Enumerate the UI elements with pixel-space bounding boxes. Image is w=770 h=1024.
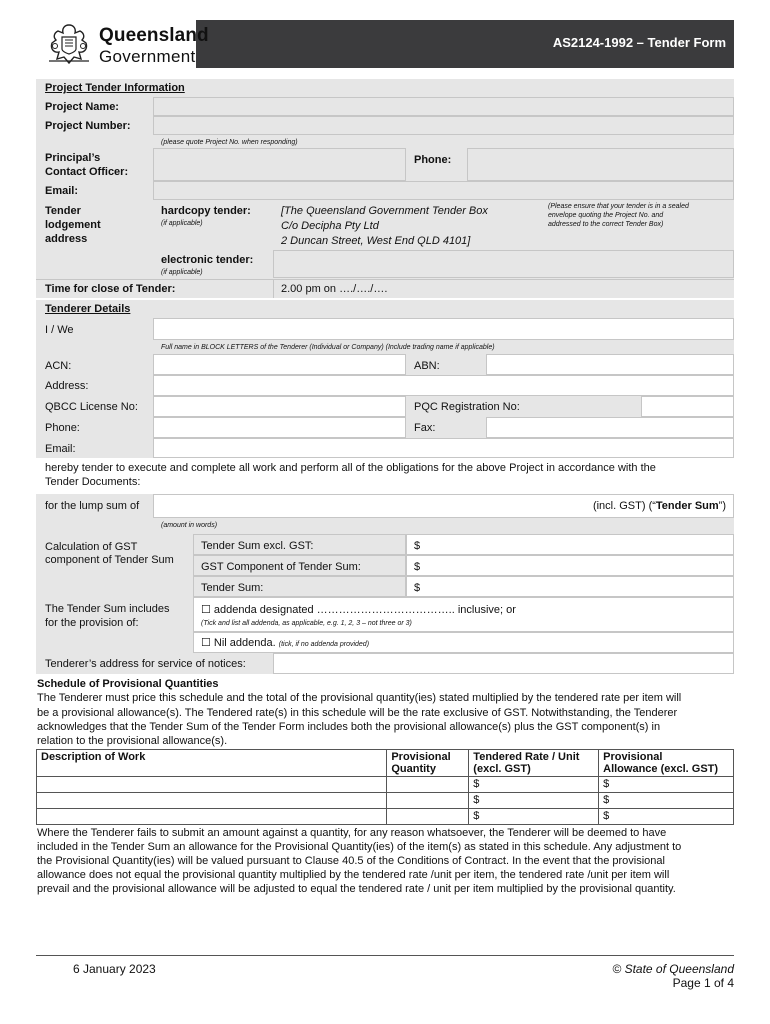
acn-field[interactable] <box>153 354 406 375</box>
includes-label-line2: for the provision of: <box>45 617 139 629</box>
description-cell[interactable] <box>37 793 387 809</box>
schedule-outro-line1: Where the Tenderer fails to submit an amount against a quantity, for any reason whatsoever, the Tenderer will be deemed to have <box>37 827 667 839</box>
electronic-if-applicable: (if applicable) <box>161 269 203 276</box>
col-rate-line2: (excl. GST) <box>473 763 531 775</box>
lodgement-label-line2: lodgement <box>45 219 101 231</box>
tender-sum-suffix <box>593 499 726 513</box>
rate-dollar: $ <box>473 794 480 806</box>
col-rate-header <box>469 750 599 777</box>
schedule-outro-line4: allowance does not equal the provisional quantity multiplied by the tendered rate /unit per item, the tendered rate /unit per item will <box>37 869 670 881</box>
quantity-cell[interactable] <box>387 777 469 793</box>
amount-in-words-note: (amount in words) <box>161 522 218 529</box>
allowance-dollar: $ <box>603 778 610 790</box>
col-quantity-header <box>387 750 469 777</box>
schedule-outro-line2: included in the Tender Sum an allowance for the Provisional Quantity(ies) of the item(s) as stated in this schedule. Any adjustment to <box>37 841 682 853</box>
principal-email-label: Email: <box>45 185 79 197</box>
email-field[interactable] <box>153 438 734 458</box>
hereby-line2: Tender Documents: <box>45 476 141 488</box>
close-time-value[interactable]: 2.00 pm on …./…./…. <box>281 283 388 295</box>
sealed-note-line2: envelope quoting the Project No. and <box>548 212 664 219</box>
tender-sum-field[interactable] <box>406 576 734 597</box>
excl-gst-dollar: $ <box>414 540 421 552</box>
tender-box-address-line1: [The Queensland Government Tender Box <box>281 205 488 217</box>
schedule-intro-line3: acknowledges that the Tender Sum of the Tender Form includes both the provisional allowance(s) plus the GST component(s) in <box>37 721 661 733</box>
schedule-outro-line5: prevail and the provisional allowance will be adjusted to equal the tendered rate / unit per item multiplied by the provisional quantity. <box>37 883 676 895</box>
rate-cell[interactable] <box>469 793 599 809</box>
allowance-cell[interactable] <box>599 777 734 793</box>
project-name-field[interactable] <box>153 97 734 116</box>
principal-label-line2: Contact Officer: <box>45 166 129 178</box>
quantity-cell[interactable] <box>387 793 469 809</box>
col-allowance-header <box>599 750 734 777</box>
sealed-note-line3: addressed to the correct Tender Box) <box>548 221 664 228</box>
principal-email-field[interactable] <box>153 181 734 200</box>
fax-label: Fax: <box>414 422 436 434</box>
principal-phone-label: Phone: <box>414 154 452 166</box>
acn-label: ACN: <box>45 360 72 372</box>
footer-divider <box>36 955 734 956</box>
fax-field[interactable] <box>486 417 734 438</box>
footer-date: 6 January 2023 <box>73 962 156 976</box>
hardcopy-label: hardcopy tender: <box>161 205 251 217</box>
allowance-cell[interactable] <box>599 809 734 825</box>
tender-sum-label: Tender Sum: <box>201 582 264 594</box>
hereby-line1: hereby tender to execute and complete all work and perform all of the obligations for the above Project in accordance with the <box>45 462 656 474</box>
col-rate-line1: Tendered Rate / Unit <box>473 751 580 763</box>
allowance-cell[interactable] <box>599 793 734 809</box>
gst-component-dollar: $ <box>414 561 421 573</box>
allowance-dollar: $ <box>603 810 610 822</box>
project-number-note: (please quote Project No. when responding) <box>161 139 298 146</box>
rate-dollar: $ <box>473 778 480 790</box>
hardcopy-if-applicable: (if applicable) <box>161 220 203 227</box>
abn-field[interactable] <box>486 354 734 375</box>
full-name-note: Full name in BLOCK LETTERS of the Tenderer (Individual or Company) (Include trading name if applicable) <box>161 344 495 351</box>
schedule-intro-line1: The Tenderer must price this schedule and the total of the provisional quantity(ies) stated multiplied by the tendered rate per item will <box>37 692 682 704</box>
project-number-label: Project Number: <box>45 120 131 132</box>
qbcc-field[interactable] <box>153 396 406 417</box>
nil-addenda-note: (tick, if no addenda provided) <box>278 641 370 648</box>
tender-sum-term: Tender Sum <box>655 500 719 512</box>
electronic-tender-field[interactable] <box>273 250 734 278</box>
abn-label: ABN: <box>414 360 440 372</box>
iwe-label: I / We <box>45 324 74 336</box>
col-allowance-line2: Allowance (excl. GST) <box>603 763 719 775</box>
includes-label-line1: The Tender Sum includes <box>45 603 170 615</box>
table-row <box>37 777 734 793</box>
electronic-label: electronic tender: <box>161 254 254 266</box>
tender-box-address-line3: 2 Duncan Street, West End QLD 4101] <box>281 235 471 247</box>
principal-contact-field[interactable] <box>153 148 406 181</box>
col-quantity-line1: Provisional <box>391 751 451 763</box>
rate-cell[interactable] <box>469 777 599 793</box>
pqc-label: PQC Registration No: <box>414 401 520 413</box>
incl-gst-close: ”) <box>718 500 726 512</box>
tender-box-address-line2: C/o Decipha Pty Ltd <box>281 220 379 232</box>
tenderer-heading: Tenderer Details <box>45 303 131 315</box>
rate-dollar: $ <box>473 810 480 822</box>
lodgement-label-line3: address <box>45 233 88 245</box>
addenda-checkbox[interactable]: ☐ addenda designated ……………………………….. inclusive; or <box>201 604 516 616</box>
excl-gst-label: Tender Sum excl. GST: <box>201 540 314 552</box>
gst-calc-label-line1: Calculation of GST <box>45 541 138 553</box>
allowance-dollar: $ <box>603 794 610 806</box>
table-row <box>37 809 734 825</box>
logo-wordmark-government: Government <box>99 47 196 66</box>
address-label: Address: <box>45 380 89 392</box>
rate-cell[interactable] <box>469 809 599 825</box>
provisional-quantities-table <box>36 749 734 825</box>
footer-page-number: Page 1 of 4 <box>672 976 734 990</box>
col-allowance-line1: Provisional <box>603 751 663 763</box>
description-cell[interactable] <box>37 809 387 825</box>
col-description-label: Description of Work <box>41 751 146 763</box>
phone-field[interactable] <box>153 417 406 438</box>
qbcc-label: QBCC License No: <box>45 401 138 413</box>
project-name-label: Project Name: <box>45 101 119 113</box>
nil-addenda-checkbox[interactable] <box>201 636 369 650</box>
schedule-intro-line4: relation to the provisional allowance(s). <box>37 735 228 747</box>
lodgement-label-line1: Tender <box>45 205 81 217</box>
qld-logo <box>36 18 209 68</box>
tenderer-name-field[interactable] <box>153 318 734 340</box>
gst-component-field[interactable] <box>406 555 734 576</box>
tenderer-heading-background <box>36 300 734 318</box>
principal-label-line1: Principal’s <box>45 152 101 164</box>
document-title: AS2124-1992 – Tender Form <box>552 35 726 50</box>
notices-field[interactable] <box>273 653 734 674</box>
gst-calc-label-line2: component of Tender Sum <box>45 554 174 566</box>
nil-addenda-text[interactable]: ☐ Nil addenda. <box>201 637 276 649</box>
schedule-heading: Schedule of Provisional Quantities <box>37 678 219 690</box>
address-field[interactable] <box>153 375 734 396</box>
col-quantity-line2: Quantity <box>391 763 436 775</box>
quantity-cell[interactable] <box>387 809 469 825</box>
logo-wordmark-queensland: Queensland <box>99 25 209 46</box>
coat-of-arms-icon <box>44 21 94 65</box>
tender-sum-dollar: $ <box>414 582 421 594</box>
footer-copyright: © State of Queensland <box>612 962 734 976</box>
addenda-note: (Tick and list all addenda, as applicable, e.g. 1, 2, 3 – not three or 3) <box>201 620 412 627</box>
pqc-field[interactable] <box>641 396 734 417</box>
close-time-label: Time for close of Tender: <box>45 283 176 295</box>
sealed-note-line1: (Please ensure that your tender is in a sealed <box>548 203 689 210</box>
table-header-row <box>37 750 734 777</box>
lump-sum-label: for the lump sum of <box>45 500 140 512</box>
project-info-heading: Project Tender Information <box>45 82 185 94</box>
schedule-intro-line2: be a provisional allowance(s). The Tendered rate(s) in this schedule will be the rate exclusive of GST. Notwithstanding, the Tenderer <box>37 707 678 719</box>
incl-gst-text: (incl. GST) (“ <box>592 500 656 512</box>
excl-gst-field[interactable] <box>406 534 734 555</box>
principal-phone-field[interactable] <box>467 148 734 181</box>
gst-component-label: GST Component of Tender Sum: <box>201 561 361 573</box>
table-row <box>37 793 734 809</box>
email-label: Email: <box>45 443 76 455</box>
phone-label: Phone: <box>45 422 80 434</box>
notices-label: Tenderer’s address for service of notices: <box>45 658 246 670</box>
schedule-outro-line3: the Provisional Quantity(ies) will be valued pursuant to Clause 40.5 of the Conditions of Contract. In the event that the provisional <box>37 855 665 867</box>
project-number-field[interactable] <box>153 116 734 135</box>
col-description-header <box>37 750 387 777</box>
description-cell[interactable] <box>37 777 387 793</box>
